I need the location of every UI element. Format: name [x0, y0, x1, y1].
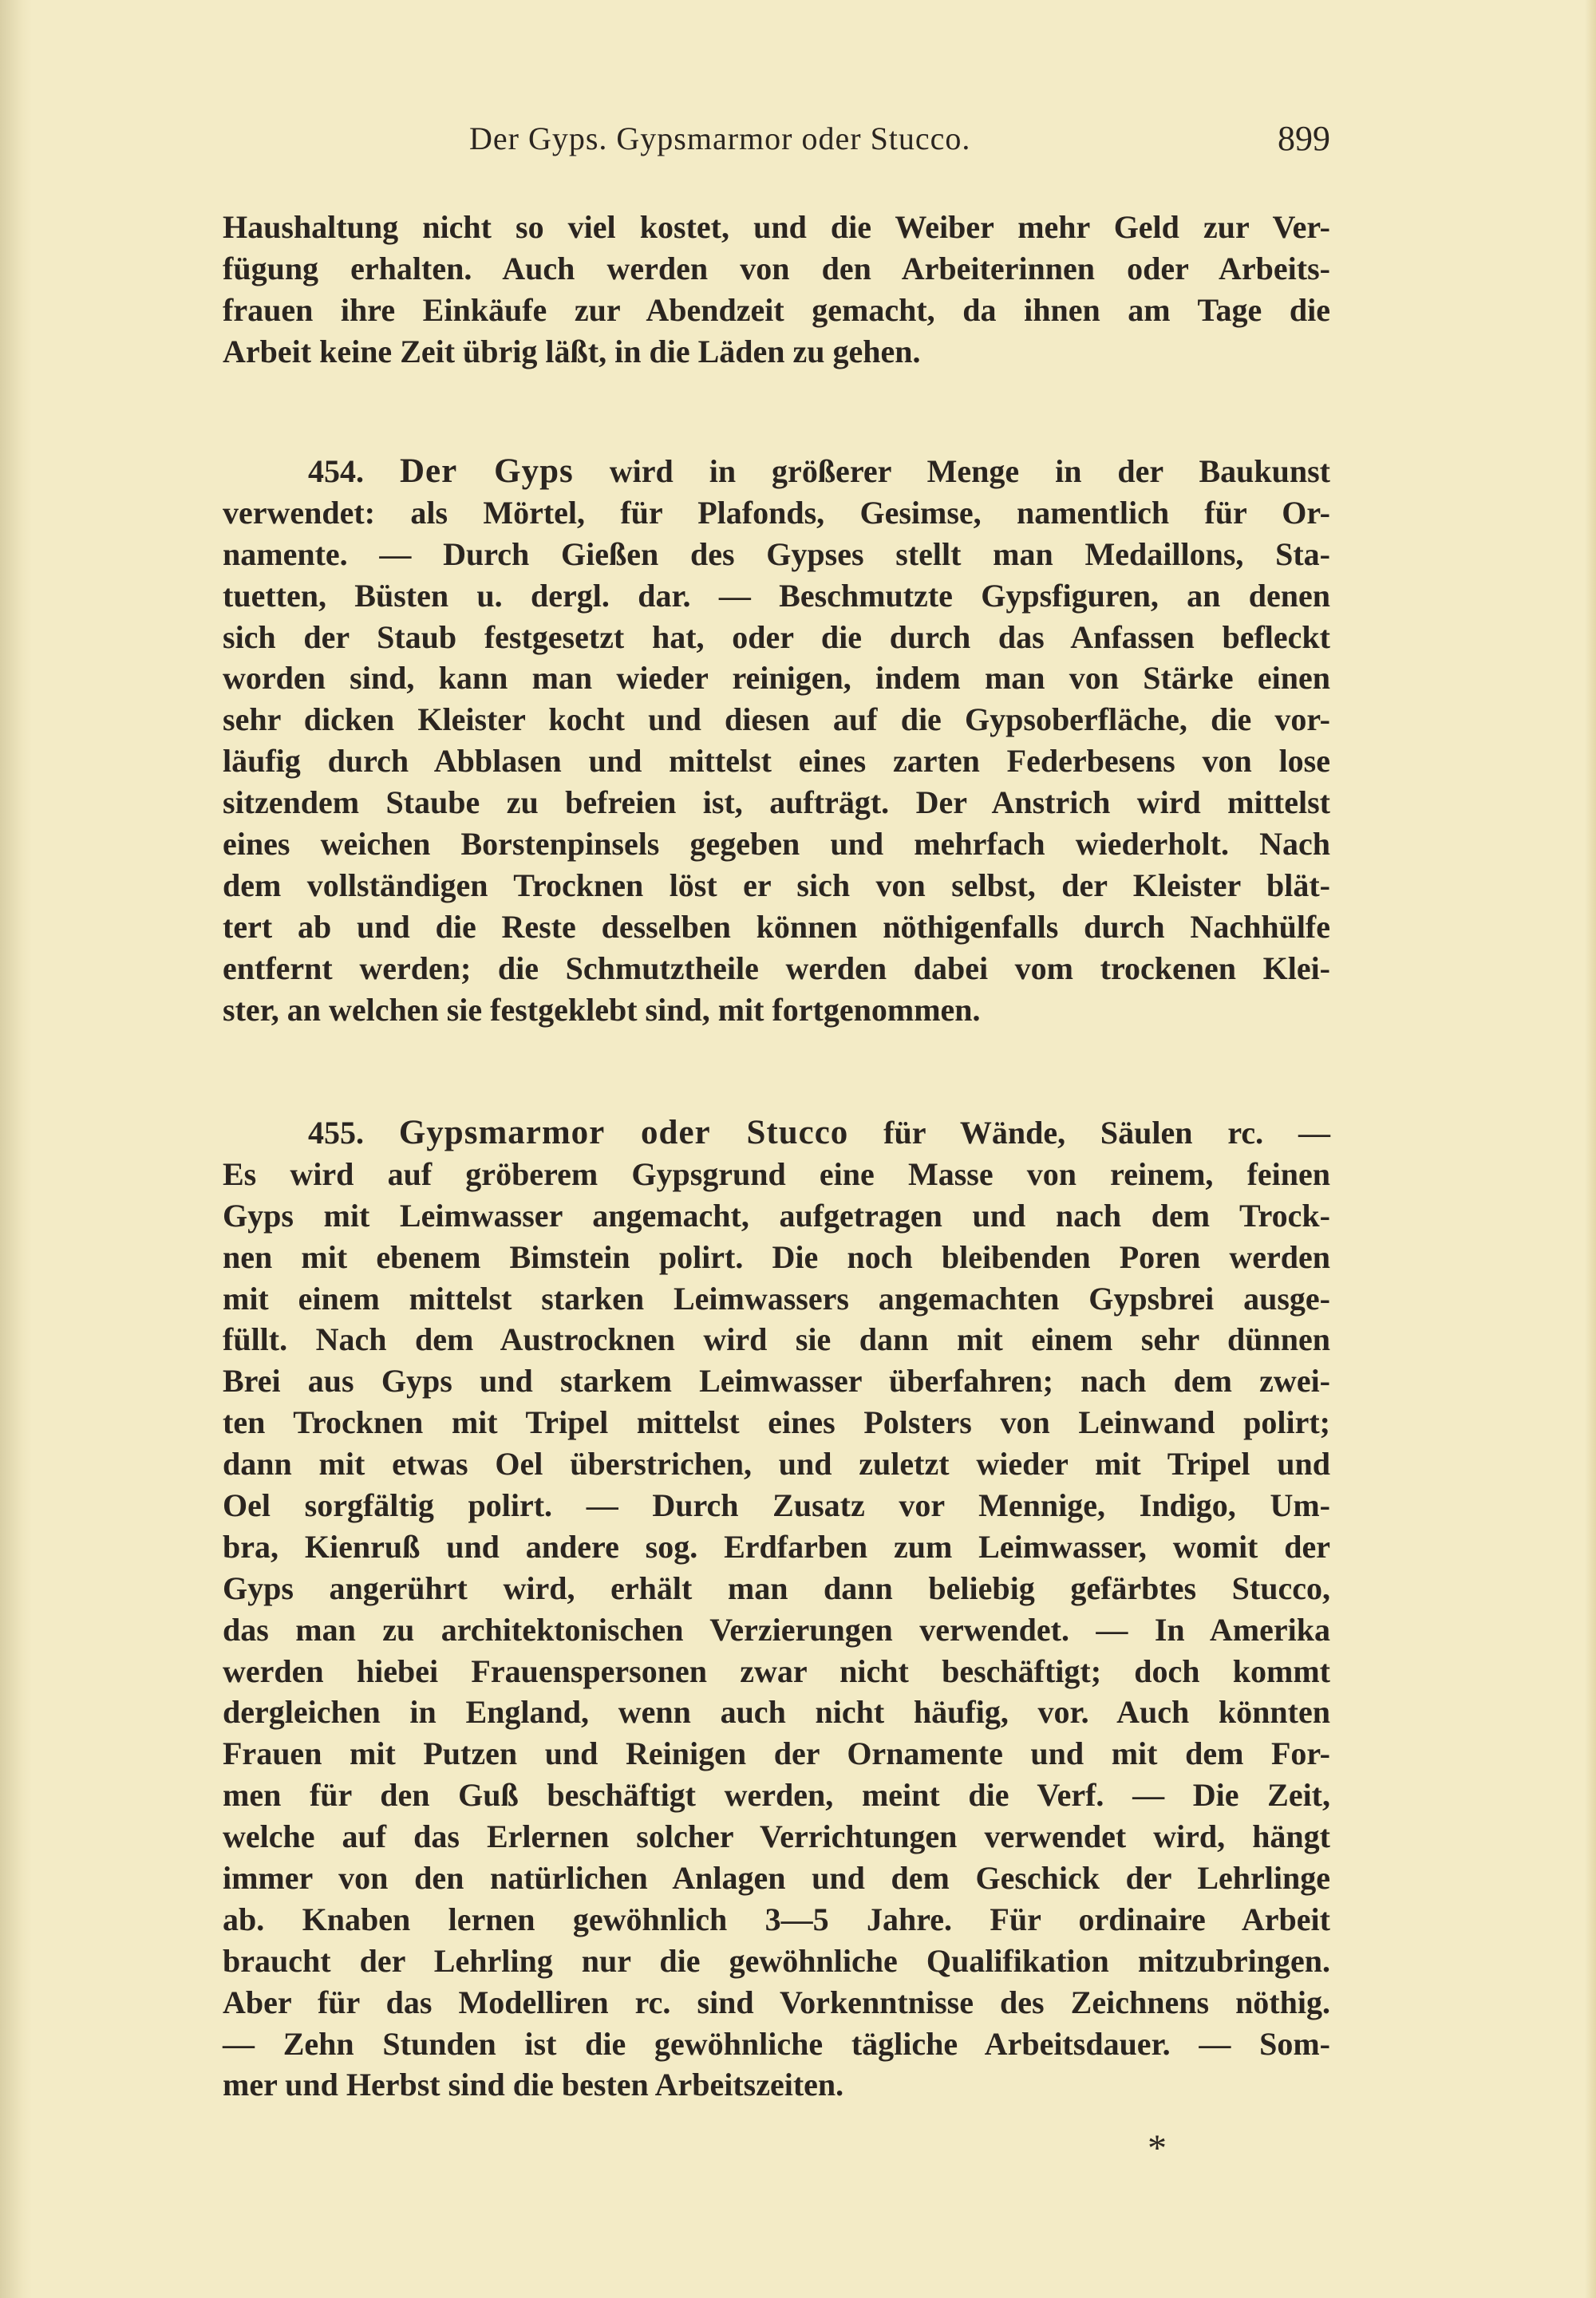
- paragraph-lead-line: [223, 1112, 1330, 1154]
- text-line: men für den Guß beschäftigt werden, meint die Verf. — Die Zeit,: [223, 1777, 1330, 1814]
- paragraph-455: [223, 1112, 1330, 2106]
- paragraph-continuation: [223, 207, 1330, 373]
- text-line: das man zu architektonischen Verzierungen verwendet. — In Amerika: [223, 1611, 1330, 1648]
- text-line: Es wird auf gröberem Gypsgrund eine Masse von reinem, feinen: [223, 1155, 1330, 1192]
- text-line: Brei aus Gyps und starkem Leimwasser überfahren; nach dem zwei-: [223, 1363, 1330, 1400]
- text-line: bra, Kienruß und andere sog. Erdfarben zum Leimwasser, womit der: [223, 1528, 1330, 1565]
- page-edge: [1585, 0, 1596, 2298]
- section-title: Gypsmarmor oder Stucco: [398, 1114, 849, 1151]
- text-line: Gyps mit Leimwasser angemacht, aufgetragen und nach dem Trock-: [223, 1197, 1330, 1234]
- page-number: 899: [1278, 119, 1330, 158]
- text-line: ab. Knaben lernen gewöhnlich 3—5 Jahre. Für ordinaire Arbeit: [223, 1901, 1330, 1937]
- text-line: Haushaltung nicht so viel kostet, und die Weiber mehr Geld zur Ver-: [223, 209, 1330, 245]
- text-line: braucht der Lehrling nur die gewöhnliche Qualifikation mitzubringen.: [223, 1942, 1330, 1979]
- text-line: dem vollständigen Trocknen löst er sich von selbst, der Kleister blät-: [223, 867, 1330, 903]
- page-header: [223, 118, 1330, 160]
- text-line: werden hiebei Frauenspersonen zwar nicht beschäftigt; doch kommt: [223, 1652, 1330, 1689]
- text-line: immer von den natürlichen Anlagen und dem Geschick der Lehrlinge: [223, 1860, 1330, 1897]
- lead-text: für Wände, Säulen rc. —: [848, 1115, 1330, 1151]
- text-line: welche auf das Erlernen solcher Verrichtungen verwendet wird, hängt: [223, 1818, 1330, 1855]
- text-line: Frauen mit Putzen und Reinigen der Ornamente und mit dem For-: [223, 1735, 1330, 1772]
- text-line: füllt. Nach dem Austrocknen wird sie dann mit einem sehr dünnen: [223, 1321, 1330, 1358]
- text-line: nen mit ebenem Bimstein polirt. Die noch bleibenden Poren werden: [223, 1238, 1330, 1275]
- section-title: Der Gyps: [399, 452, 574, 490]
- text-line: verwendet: als Mörtel, für Plafonds, Gesimse, namentlich für Or-: [223, 494, 1330, 531]
- text-line: frauen ihre Einkäufe zur Abendzeit gemacht, da ihnen am Tage die: [223, 291, 1330, 328]
- text-line: fügung erhalten. Auch werden von den Arbeiterinnen oder Arbeits-: [223, 250, 1330, 286]
- signature-mark: *: [1148, 2127, 1167, 2170]
- text-line: worden sind, kann man wieder reinigen, indem man von Stärke einen: [223, 660, 1330, 697]
- running-title: Der Gyps. Gypsmarmor oder Stucco.: [469, 120, 971, 156]
- text-line: Aber für das Modelliren rc. sind Vorkenntnisse des Zeichnens nöthig.: [223, 1984, 1330, 2020]
- text-line: ster, an welchen sie festgeklebt sind, mit fortgenommen.: [223, 991, 981, 1028]
- section-number: 455.: [308, 1115, 364, 1151]
- text-line: sich der Staub festgesetzt hat, oder die durch das Anfassen befleckt: [223, 618, 1330, 655]
- lead-text: wird in größerer Menge in der Baukunst: [573, 453, 1330, 489]
- text-line: mer und Herbst sind die besten Arbeitszeiten.: [223, 2067, 844, 2103]
- section-number: 454.: [308, 453, 364, 489]
- text-line: entfernt werden; die Schmutztheile werden dabei vom trockenen Klei-: [223, 950, 1330, 986]
- text-line: dergleichen in England, wenn auch nicht häufig, vor. Auch könnten: [223, 1694, 1330, 1731]
- text-line: tuetten, Büsten u. dergl. dar. — Beschmutzte Gypsfiguren, an denen: [223, 577, 1330, 614]
- paragraph-lead-line: [223, 451, 1330, 492]
- text-line: Oel sorgfältig polirt. — Durch Zusatz vor Mennige, Indigo, Um-: [223, 1487, 1330, 1524]
- text-line: — Zehn Stunden ist die gewöhnliche tägliche Arbeitsdauer. — Som-: [223, 2025, 1330, 2062]
- text-line: ten Trocknen mit Tripel mittelst eines Polsters von Leinwand polirt;: [223, 1404, 1330, 1441]
- text-line: dann mit etwas Oel überstrichen, und zuletzt wieder mit Tripel und: [223, 1446, 1330, 1483]
- text-line: mit einem mittelst starken Leimwassers angemachten Gypsbrei ausge-: [223, 1280, 1330, 1317]
- text-line: eines weichen Borstenpinsels gegeben und mehrfach wiederholt. Nach: [223, 826, 1330, 863]
- text-line: namente. — Durch Gießen des Gypses stellt man Medaillons, Sta-: [223, 535, 1330, 572]
- text-line: Gyps angerührt wird, erhält man dann beliebig gefärbtes Stucco,: [223, 1570, 1330, 1606]
- text-line: sehr dicken Kleister kocht und diesen auf die Gypsoberfläche, die vor-: [223, 701, 1330, 738]
- paragraph-454: [223, 451, 1330, 1030]
- text-line: läufig durch Abblasen und mittelst eines zarten Federbesens von lose: [223, 743, 1330, 780]
- text-line: Arbeit keine Zeit übrig läßt, in die Läden zu gehen.: [223, 333, 921, 369]
- text-line: sitzendem Staube zu befreien ist, aufträgt. Der Anstrich wird mittelst: [223, 784, 1330, 821]
- page-spine-shadow: [0, 0, 32, 2298]
- text-line: tert ab und die Reste desselben können nöthigenfalls durch Nachhülfe: [223, 908, 1330, 945]
